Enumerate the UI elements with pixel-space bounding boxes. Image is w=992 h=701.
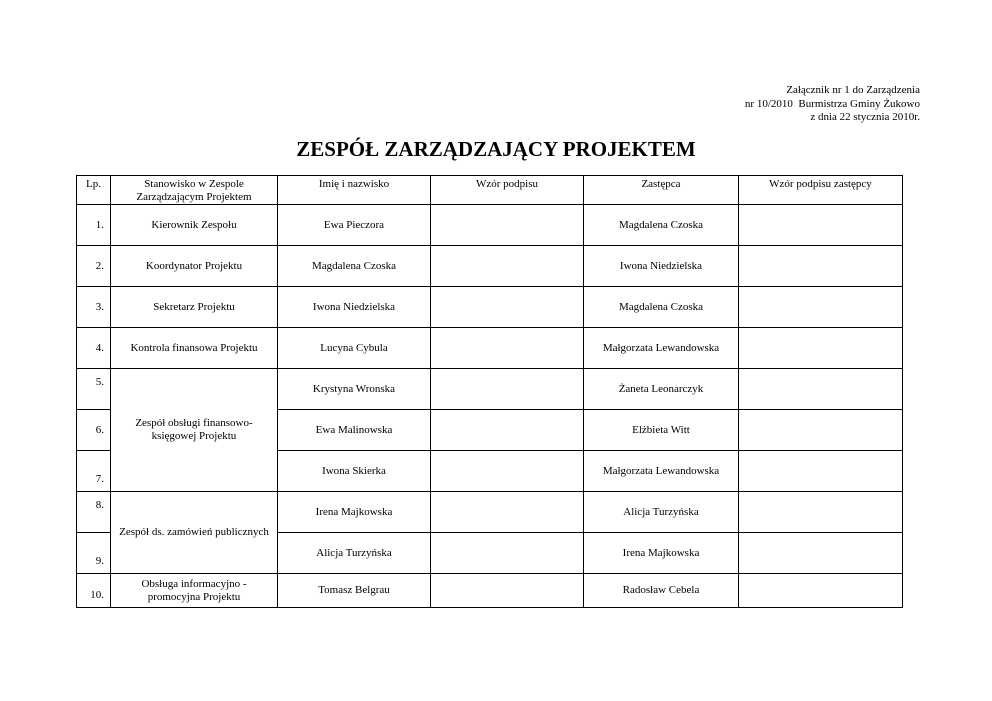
table-row xyxy=(77,574,903,608)
cell-signature xyxy=(431,328,584,369)
cell-deputy: Małgorzata Lewandowska xyxy=(584,328,739,369)
cell-deputy: Radosław Cebela xyxy=(584,574,739,608)
cell-deputy-signature xyxy=(739,533,903,574)
table-row xyxy=(77,369,903,410)
cell-deputy-signature xyxy=(739,410,903,451)
header-deputy: Zastępca xyxy=(584,176,739,205)
cell-lp: 7. xyxy=(77,451,111,492)
cell-name: Lucyna Cybula xyxy=(278,328,431,369)
cell-deputy: Irena Majkowska xyxy=(584,533,739,574)
cell-lp: 9. xyxy=(77,533,111,574)
cell-deputy: Alicja Turzyńska xyxy=(584,492,739,533)
cell-signature xyxy=(431,205,584,246)
cell-position: Zespół obsługi finansowo-księgowej Projektu xyxy=(111,369,278,492)
cell-signature xyxy=(431,369,584,410)
table-row xyxy=(77,246,903,287)
table-row xyxy=(77,328,903,369)
cell-signature xyxy=(431,410,584,451)
cell-deputy: Żaneta Leonarczyk xyxy=(584,369,739,410)
cell-signature xyxy=(431,492,584,533)
cell-lp: 10. xyxy=(77,574,111,608)
cell-deputy-signature xyxy=(739,574,903,608)
table-header-row xyxy=(77,176,903,205)
cell-lp: 1. xyxy=(77,205,111,246)
cell-name: Magdalena Czoska xyxy=(278,246,431,287)
cell-lp: 4. xyxy=(77,328,111,369)
cell-name: Tomasz Belgrau xyxy=(278,574,431,608)
table-row xyxy=(77,492,903,533)
cell-deputy-signature xyxy=(739,492,903,533)
cell-position: Koordynator Projektu xyxy=(111,246,278,287)
cell-signature xyxy=(431,533,584,574)
cell-name: Iwona Skierka xyxy=(278,451,431,492)
cell-signature xyxy=(431,451,584,492)
cell-deputy-signature xyxy=(739,451,903,492)
team-table xyxy=(76,175,903,608)
cell-deputy-signature xyxy=(739,328,903,369)
header-deputy-signature: Wzór podpisu zastępcy xyxy=(739,176,903,205)
annex-note xyxy=(745,84,920,125)
header-lp: Lp. xyxy=(77,176,111,205)
cell-position: Zespół ds. zamówień publicznych xyxy=(111,492,278,574)
header-name: Imię i nazwisko xyxy=(278,176,431,205)
cell-signature xyxy=(431,246,584,287)
cell-position: Sekretarz Projektu xyxy=(111,287,278,328)
cell-position: Kontrola finansowa Projektu xyxy=(111,328,278,369)
cell-lp: 3. xyxy=(77,287,111,328)
cell-lp: 6. xyxy=(77,410,111,451)
annex-line: z dnia 22 stycznia 2010r. xyxy=(810,111,920,123)
cell-name: Ewa Malinowska xyxy=(278,410,431,451)
cell-name: Krystyna Wronska xyxy=(278,369,431,410)
cell-deputy-signature xyxy=(739,287,903,328)
cell-lp: 8. xyxy=(77,492,111,533)
cell-name: Ewa Pieczora xyxy=(278,205,431,246)
cell-name: Iwona Niedzielska xyxy=(278,287,431,328)
cell-position: Kierownik Zespołu xyxy=(111,205,278,246)
cell-position: Obsługa informacyjno - promocyjna Projektu xyxy=(111,574,278,608)
cell-deputy-signature xyxy=(739,369,903,410)
cell-name: Alicja Turzyńska xyxy=(278,533,431,574)
cell-deputy: Małgorzata Lewandowska xyxy=(584,451,739,492)
page-title: ZESPÓŁ ZARZĄDZAJĄCY PROJEKTEM xyxy=(296,137,696,161)
cell-deputy: Elżbieta Witt xyxy=(584,410,739,451)
header-position: Stanowisko w Zespole Zarządzającym Projektem xyxy=(111,176,278,205)
cell-lp: 2. xyxy=(77,246,111,287)
cell-deputy: Iwona Niedzielska xyxy=(584,246,739,287)
cell-lp: 5. xyxy=(77,369,111,410)
cell-name: Irena Majkowska xyxy=(278,492,431,533)
cell-signature xyxy=(431,574,584,608)
cell-signature xyxy=(431,287,584,328)
cell-deputy: Magdalena Czoska xyxy=(584,287,739,328)
cell-deputy: Magdalena Czoska xyxy=(584,205,739,246)
table-row xyxy=(77,287,903,328)
annex-line: Załącznik nr 1 do Zarządzenia xyxy=(786,84,920,96)
header-signature: Wzór podpisu xyxy=(431,176,584,205)
table-row xyxy=(77,205,903,246)
cell-deputy-signature xyxy=(739,246,903,287)
cell-deputy-signature xyxy=(739,205,903,246)
annex-line: nr 10/2010 Burmistrza Gminy Żukowo xyxy=(744,97,920,110)
